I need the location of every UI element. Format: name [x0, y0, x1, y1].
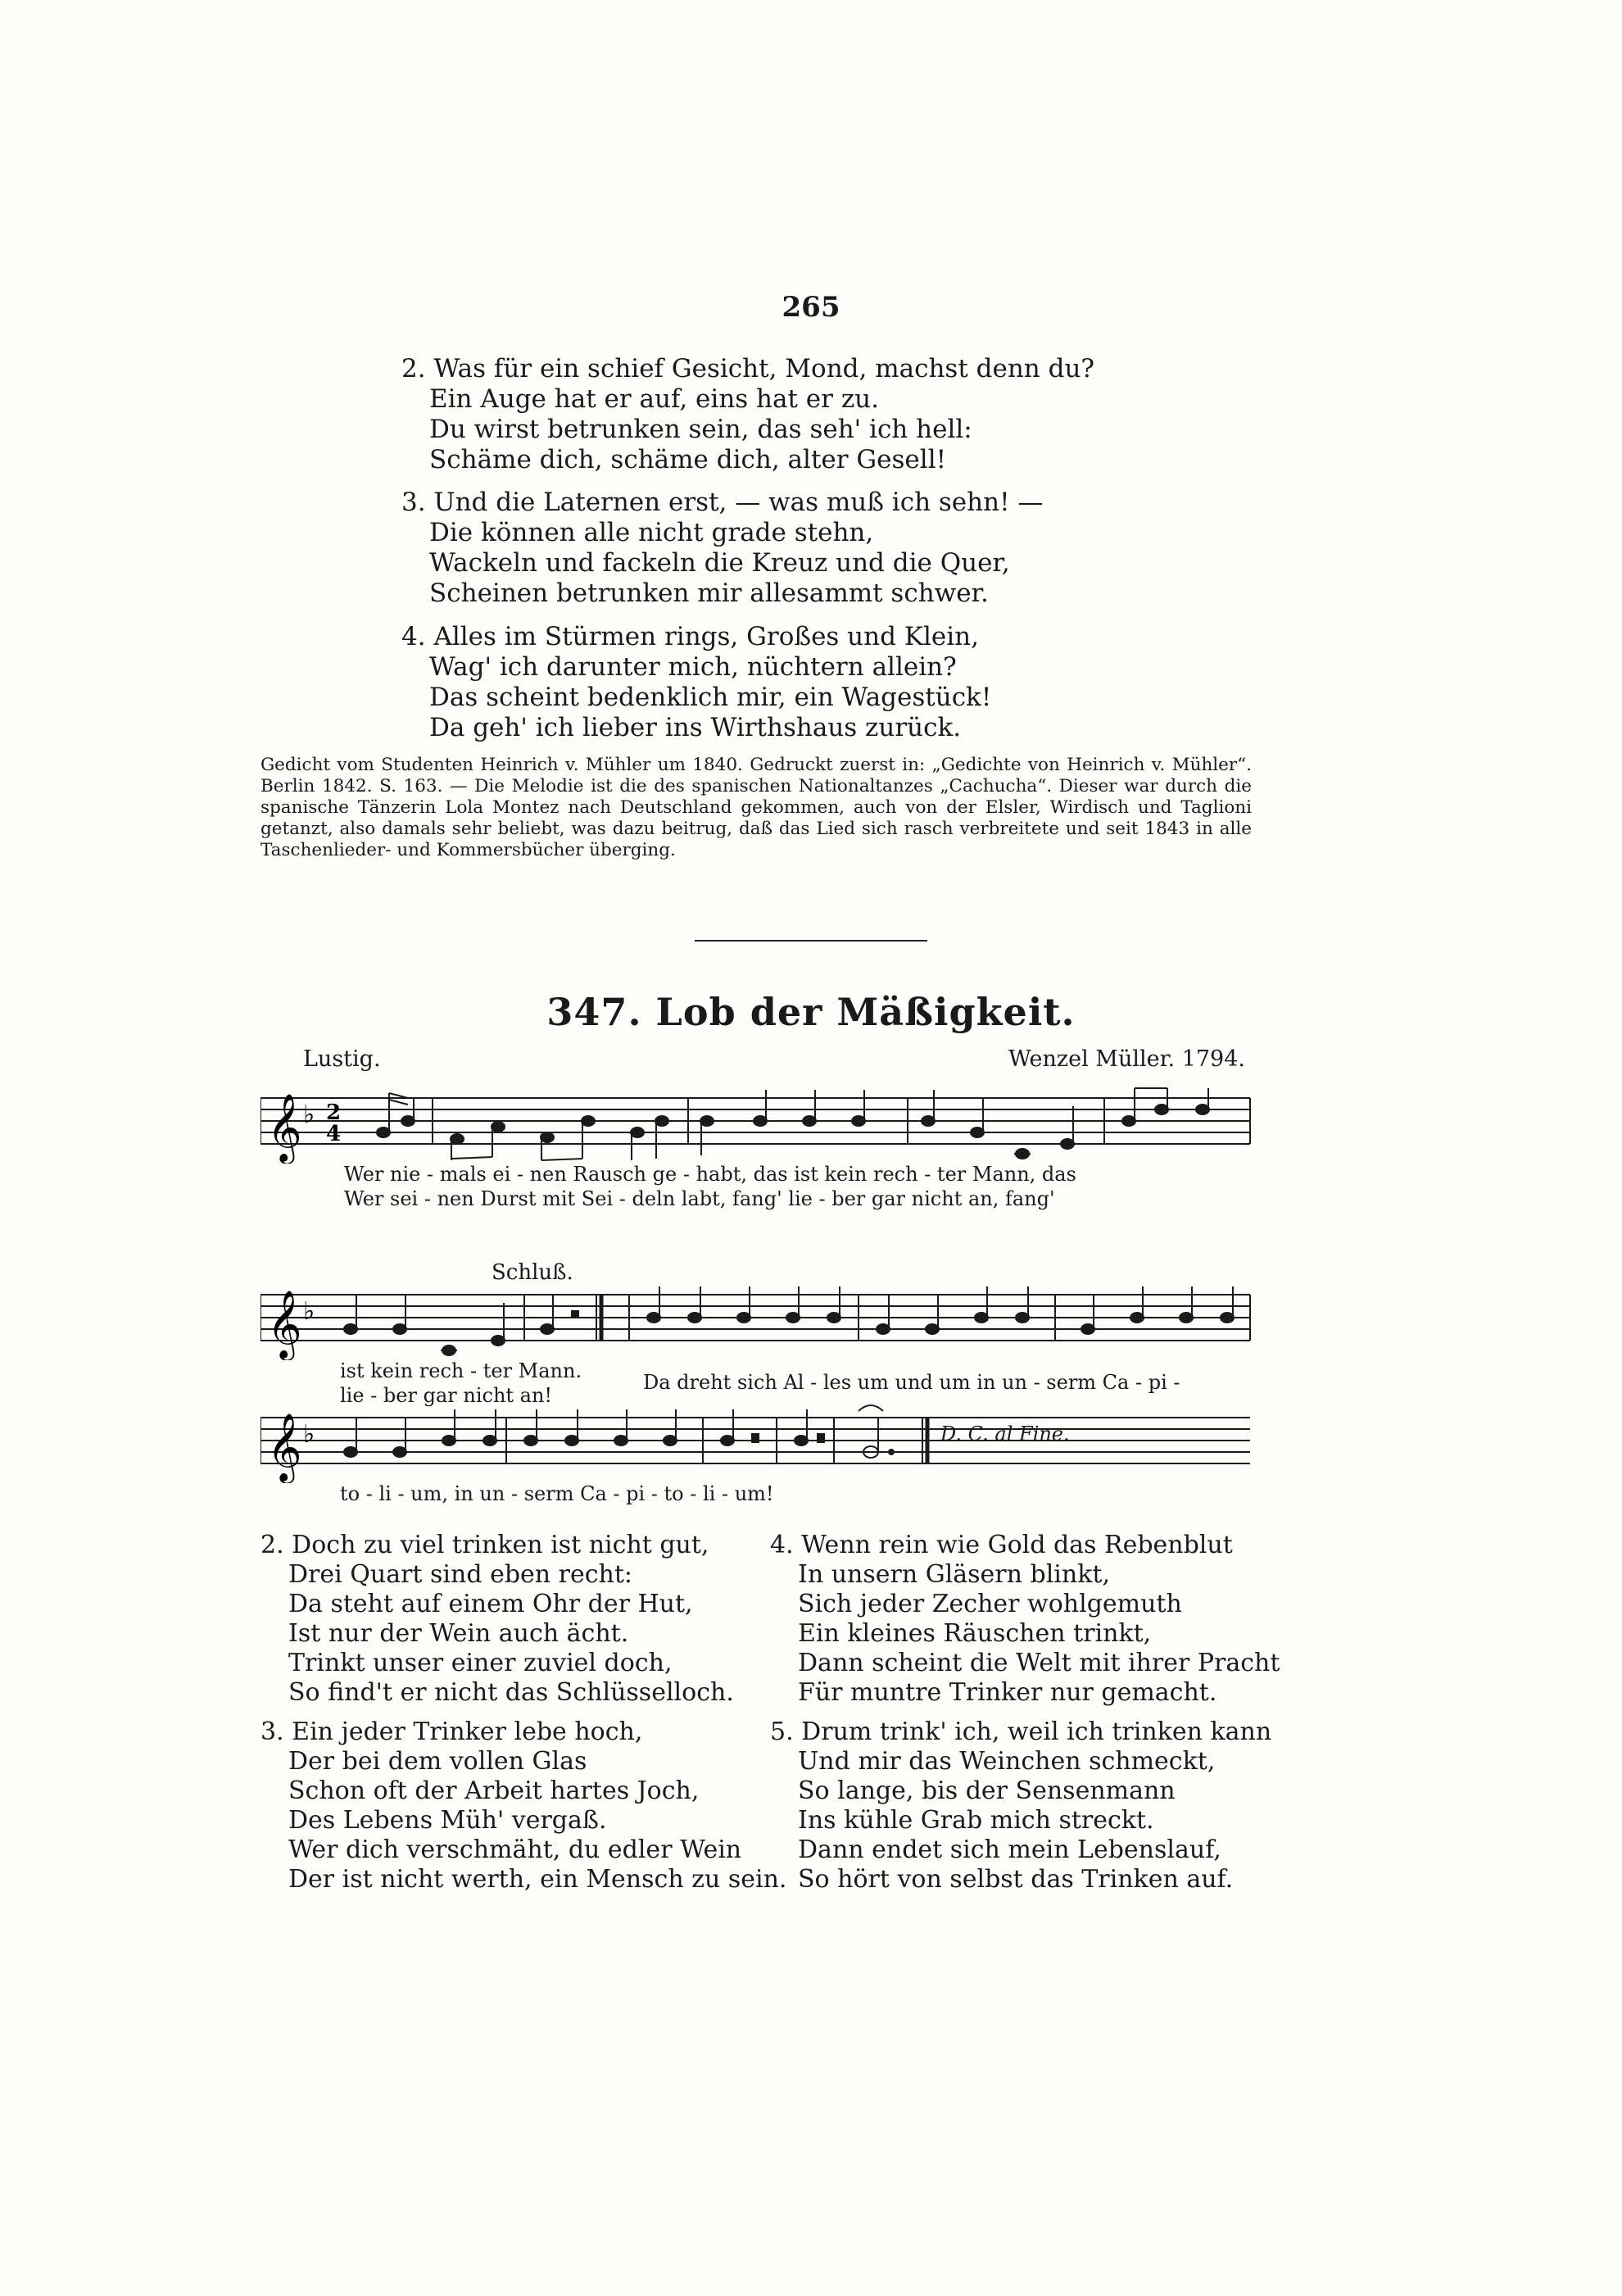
stanza-line: Das scheint bedenklich mir, ein Wagestück! — [429, 683, 992, 712]
verse-line: Trinkt unser einer zuviel doch, — [288, 1649, 673, 1677]
song-title — [0, 990, 1622, 1034]
staff-3-notation — [261, 1401, 1252, 1483]
stanza-line: Scheinen betrunken mir allesammt schwer. — [429, 579, 989, 608]
stanza-line: Du wirst betrunken sein, das seh' ich hell: — [429, 415, 972, 444]
verse-line: Der ist nicht werth, ein Mensch zu sein. — [288, 1865, 787, 1894]
stanza-4 — [401, 622, 991, 743]
verse-5 — [770, 1717, 1280, 1894]
stanza-line: Wag' ich darunter mich, nüchtern allein? — [429, 652, 957, 682]
section-divider — [695, 940, 927, 942]
music-staff-3 — [261, 1401, 1252, 1483]
tempo-marking: Lustig. — [303, 1046, 381, 1072]
lyric-line: Wer nie - mals ei - nen Rausch ge - habt, das ist kein rech - ter Mann, das — [344, 1163, 1076, 1186]
stanza-line: Die können alle nicht grade stehn, — [429, 518, 874, 547]
lyric-line: ist kein rech - ter Mann. — [340, 1359, 582, 1382]
composer: Wenzel Müller. 1794. — [1008, 1046, 1245, 1072]
verse-line: Ein kleines Räuschen trinkt, — [798, 1619, 1152, 1648]
stanza-line: Schäme dich, schäme dich, alter Gesell! — [429, 445, 947, 474]
schluss-marker: Schluß. — [492, 1260, 573, 1285]
lyric-line: lie - ber gar nicht an! — [340, 1384, 553, 1407]
verse-2 — [261, 1531, 786, 1708]
svg-text:𝄞: 𝄞 — [267, 1289, 302, 1358]
verse-line: Des Lebens Müh' vergaß. — [288, 1806, 607, 1835]
staff-1-notation — [261, 1082, 1252, 1164]
music-staff-2 — [261, 1278, 1252, 1360]
verse-4 — [770, 1531, 1280, 1708]
verse-line: Wer dich verschmäht, du edler Wein — [288, 1835, 742, 1864]
staff-1-lyrics — [344, 1162, 1076, 1211]
verse-line: Drei Quart sind eben recht: — [288, 1560, 633, 1589]
verse-line: Sich jeder Zecher wohlgemuth — [798, 1590, 1182, 1618]
song-number: 347. — [546, 990, 642, 1034]
verse-line: So find't er nicht das Schlüsselloch. — [288, 1678, 734, 1707]
stanza-line: Wackeln und fackeln die Kreuz und die Quer, — [429, 548, 1010, 578]
svg-text:𝄞: 𝄞 — [267, 1092, 302, 1161]
verse-line: So hört von selbst das Trinken auf. — [798, 1865, 1234, 1894]
stanza-2 — [401, 354, 1094, 475]
staff-2-lyrics-right: Da dreht sich Al - les um und um in un - serm Ca - pi - — [643, 1371, 1180, 1394]
verse-line: Der bei dem vollen Glas — [288, 1747, 587, 1776]
song-title-text: Lob der Mäßigkeit. — [655, 990, 1076, 1034]
verse-line: Ins kühle Grab mich streckt. — [798, 1806, 1154, 1835]
stanza-line: 3. Und die Laternen erst, — was muß ich sehn! — — [401, 488, 1044, 517]
stanza-line: Da geh' ich lieber ins Wirthshaus zurück. — [429, 713, 962, 742]
verse-line: So lange, bis der Sensenmann — [798, 1776, 1176, 1805]
verse-line: In unsern Gläsern blinkt, — [798, 1560, 1110, 1589]
verse-line: Für muntre Trinker nur gemacht. — [798, 1678, 1217, 1707]
stanza-3 — [401, 488, 1043, 609]
fermata-icon — [859, 1405, 883, 1411]
dc-al-fine-marking: D. C. al Fine. — [940, 1423, 1070, 1445]
verse-line: 2. Doch zu viel trinken ist nicht gut, — [261, 1531, 709, 1559]
stanza-line: Ein Auge hat er auf, eins hat er zu. — [429, 384, 879, 414]
staff-2-lyrics-left — [340, 1359, 582, 1408]
svg-text:4: 4 — [326, 1122, 342, 1146]
staff-2-notation — [261, 1278, 1252, 1360]
verse-3 — [261, 1717, 786, 1894]
verse-line: Und mir das Weinchen schmeckt, — [798, 1747, 1216, 1776]
stanza-line: 4. Alles im Stürmen rings, Großes und Klein, — [401, 622, 979, 651]
page-number: 265 — [782, 291, 840, 324]
svg-text:♭: ♭ — [303, 1100, 315, 1129]
verses-right-column — [770, 1531, 1280, 1904]
stanza-line: 2. Was für ein schief Gesicht, Mond, machst denn du? — [401, 354, 1095, 383]
svg-text:♭: ♭ — [303, 1420, 315, 1449]
verse-line: Dann endet sich mein Lebenslauf, — [798, 1835, 1221, 1864]
svg-text:2: 2 — [326, 1100, 342, 1125]
verse-line: Ist nur der Wein auch ächt. — [288, 1619, 629, 1648]
svg-text:♭: ♭ — [303, 1297, 315, 1326]
svg-text:𝄞: 𝄞 — [267, 1412, 302, 1481]
music-staff-1 — [261, 1082, 1252, 1164]
verses-left-column — [261, 1531, 786, 1904]
verse-line: 5. Drum trink' ich, weil ich trinken kann — [770, 1717, 1272, 1746]
verse-line: 3. Ein jeder Trinker lebe hoch, — [261, 1717, 643, 1746]
verse-line: Dann scheint die Welt mit ihrer Pracht — [798, 1649, 1280, 1677]
verse-line: Da steht auf einem Ohr der Hut, — [288, 1590, 693, 1618]
source-note: Gedicht vom Studenten Heinrich v. Mühler um 1840. Gedruckt zuerst in: „Gedichte von Heinrich v. Mühler“. Berlin 1842. S. 163. — Die Melodie ist die des spanischen Nationaltanzes „Cachucha“. Dieser war durch die spanische Tänzerin Lola Montez nach Deutschland gekommen, auch von der Elsler, Wirdisch und Taglioni getanzt, also damals sehr beliebt, was dazu beitrug, daß das Lied sich rasch verbreitete und seit 1843 in alle Taschenlieder- und Kommersbücher überging. — [261, 755, 1252, 860]
verse-line: 4. Wenn rein wie Gold das Rebenblut — [770, 1531, 1233, 1559]
lyric-line: Wer sei - nen Durst mit Sei - deln labt, fang' lie - ber gar nicht an, fang' — [344, 1187, 1055, 1210]
staff-3-lyrics: to - li - um, in un - serm Ca - pi - to - li - um! — [340, 1482, 774, 1505]
verse-line: Schon oft der Arbeit hartes Joch, — [288, 1776, 700, 1805]
